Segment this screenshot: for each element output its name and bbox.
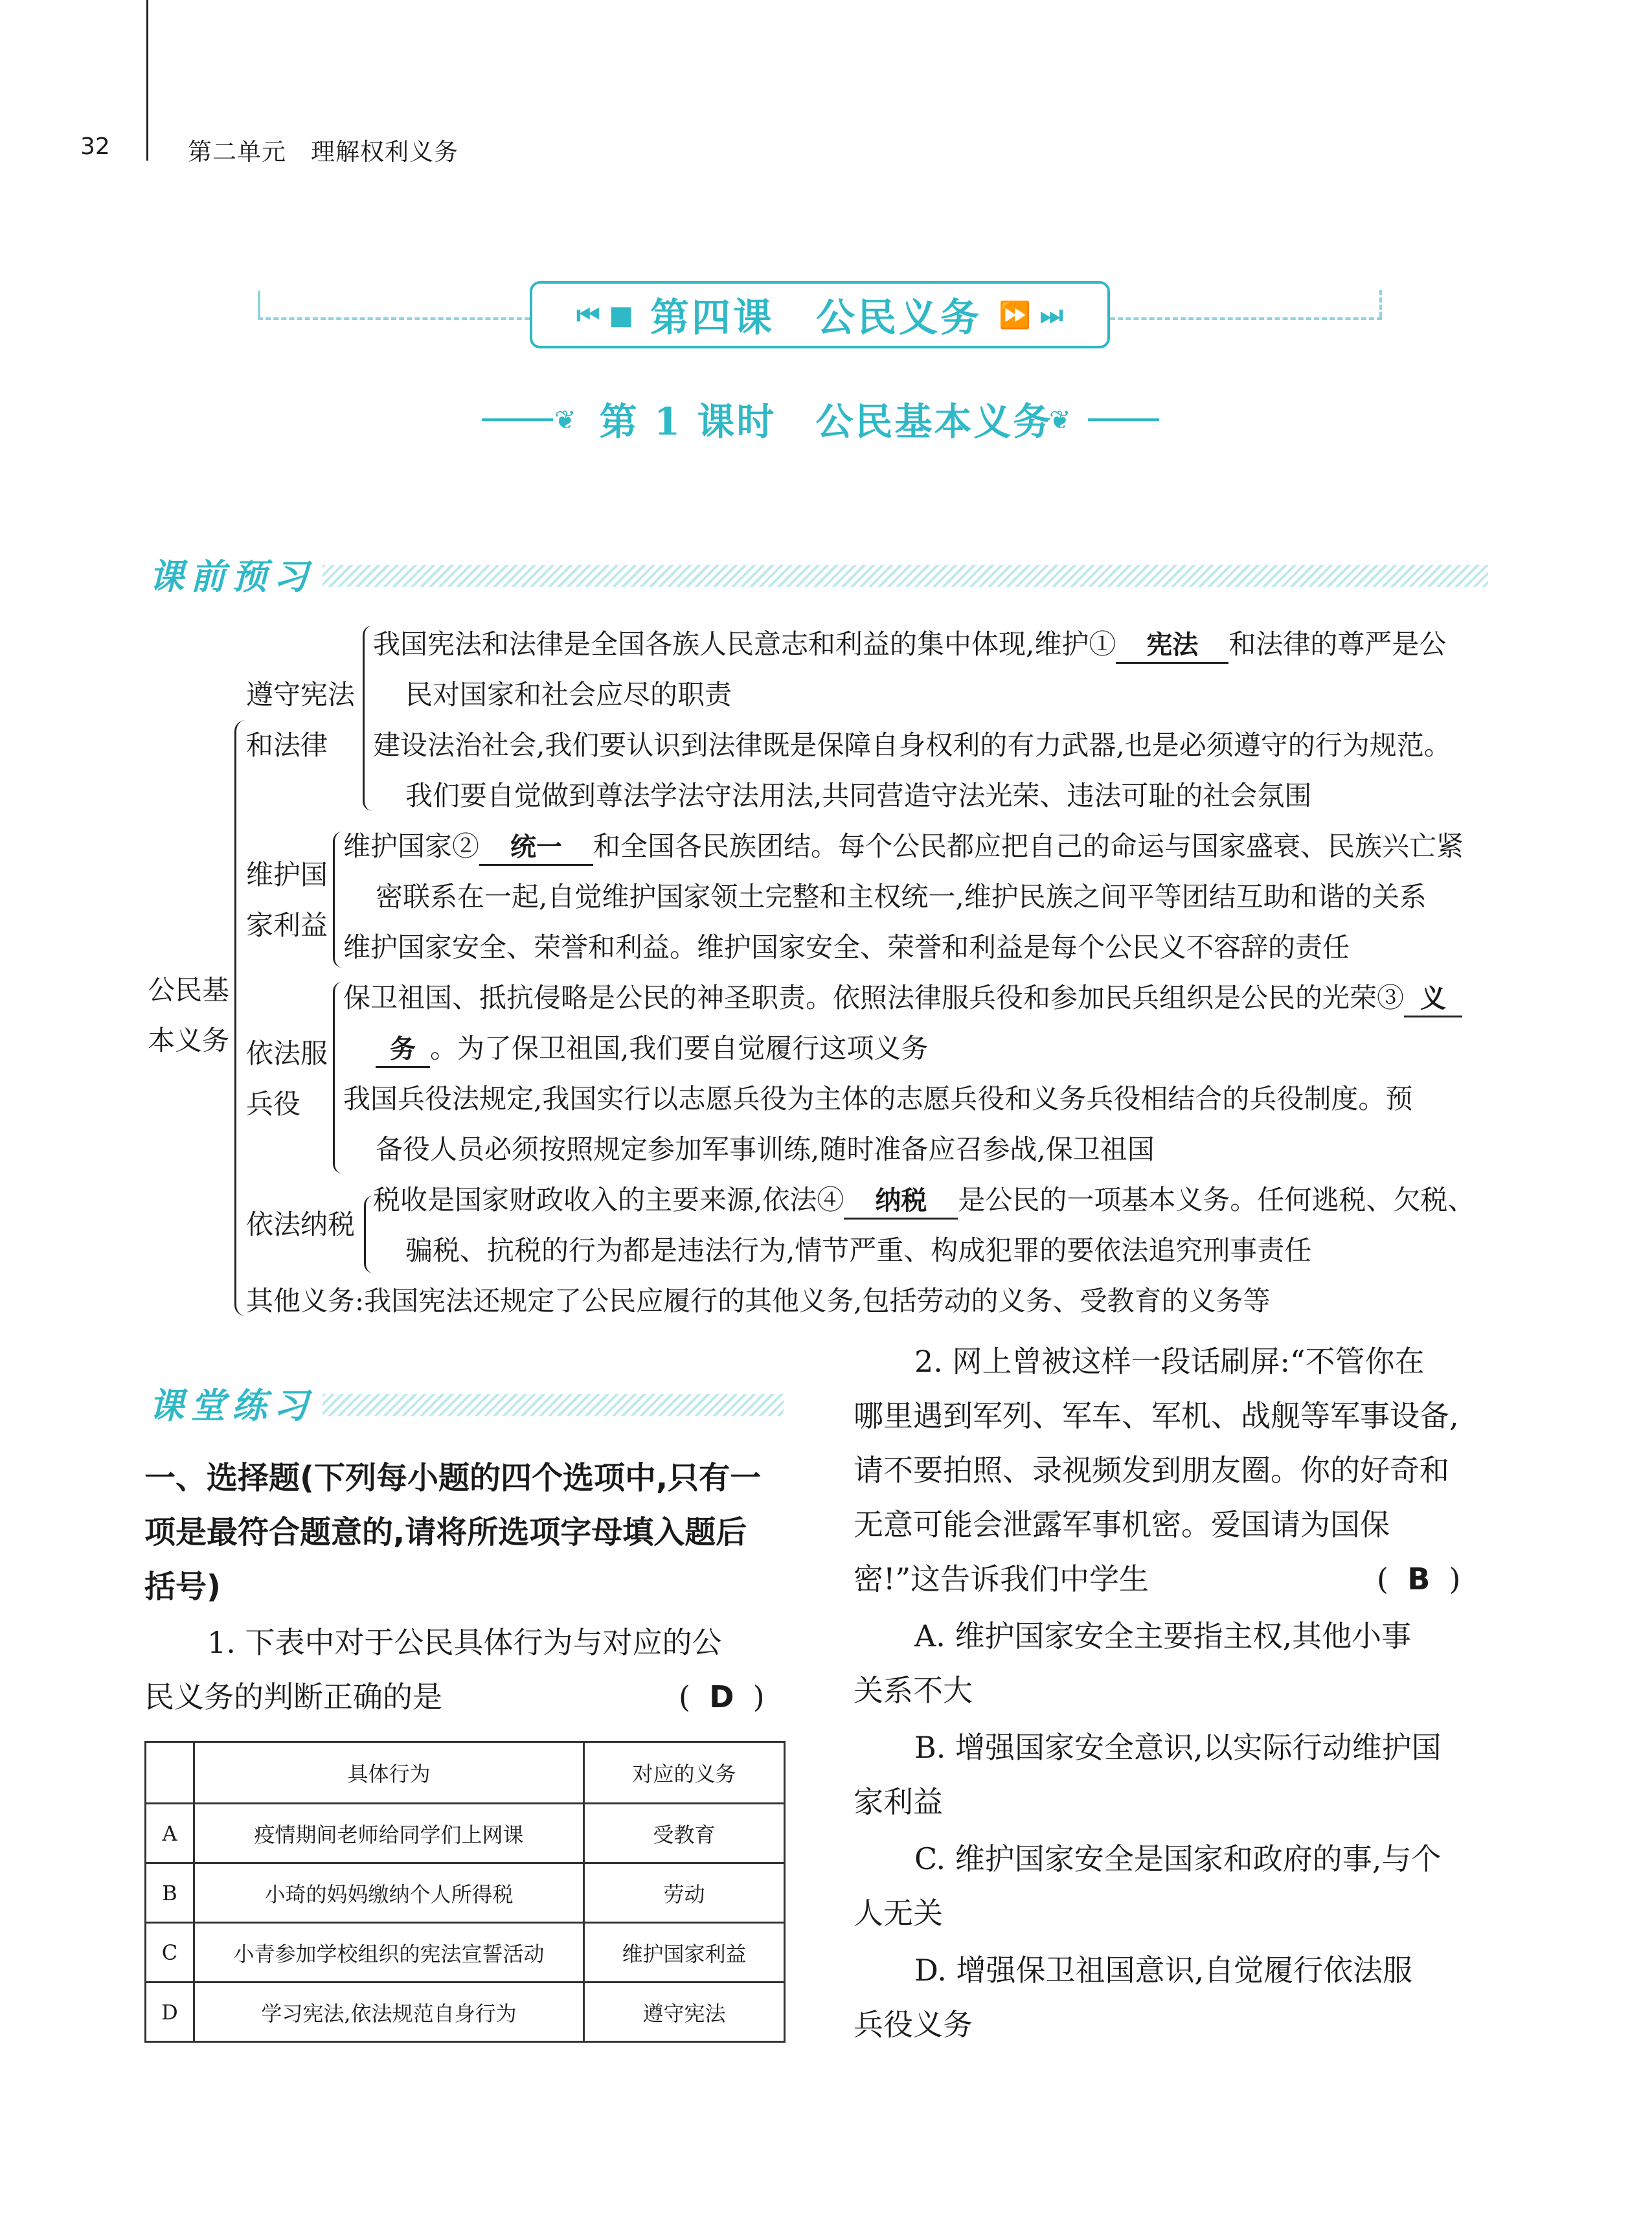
q2-stem-line2: 哪里遇到军列、军车、军机、战舰等军事设备, [854,1398,1459,1433]
q1-stem-line2: 民义务的判断正确的是 [144,1679,442,1714]
q2-option-b-line1: B. 增强国家安全意识,以实际行动维护国 [914,1730,1442,1765]
title-dash-right [1110,317,1382,320]
branch-other: 其他义务:我国宪法还规定了公民应履行的其他义务,包括劳动的义务、受教育的义务等 [246,1285,1271,1317]
branch-brace-interest [333,832,343,968]
table-row: D 学习宪法,依法规范自身行为 遵守宪法 [146,1982,785,2042]
title-dash-left-end [258,290,260,317]
branch-label-constitution-2: 和法律 [246,729,328,761]
q2-option-c-line1: C. 维护国家安全是国家和政府的事,与个 [914,1841,1442,1876]
branch-label-interest-2: 家利益 [246,909,328,941]
rewind-icon: ⏮ ■ [576,299,633,330]
instruction-line1: 一、选择题(下列每小题的四个选项中,只有一 [144,1460,762,1496]
subtitle-rule-right [1088,418,1159,421]
q1-answer-bracket: ( D ) [679,1679,765,1714]
branch-interest-line2: 密联系在一起,自觉维护国家领土完整和主权统一,维护民族之间平等团结互助和谐的关系 [376,881,1427,913]
ornament-right-icon: ❦ [1049,405,1071,435]
branch-label-interest-1: 维护国 [246,859,328,891]
branch-label-military-2: 兵役 [246,1088,301,1120]
instruction-line3: 括号) [144,1569,221,1605]
branch-tax-line2: 骗税、抗税的行为都是违法行为,情节严重、构成犯罪的要依法追究刑事责任 [405,1234,1312,1266]
branch-constitution-line1: 我国宪法和法律是全国各族人民意志和利益的集中体现,维护① 宪法 和法律的尊严是公 [373,619,1446,670]
tree-root-1: 公民基 [148,974,230,1006]
blank-2: 统一 [479,830,593,866]
instruction-line2: 项是最符合题意的,请将所选项字母填入题后 [144,1514,747,1550]
branch-label-tax: 依法纳税 [246,1209,356,1240]
lesson-title: 第四课 公民义务 [650,295,982,341]
table-row: A 疫情期间老师给同学们上网课 受教育 [146,1804,785,1863]
blank-1: 宪法 [1116,628,1228,664]
ornament-left-icon: ❦ [554,405,576,435]
branch-brace-military [333,982,343,1174]
branch-military-line2: 务 。为了保卫祖国,我们要自觉履行这项义务 [376,1023,928,1074]
forward-icon: ⏩ ⏭ [998,299,1063,330]
q1-answer: D [709,1679,734,1714]
preview-section-title: 课前预习 [149,556,315,597]
q2-option-b-line2: 家利益 [854,1784,943,1819]
branch-label-military-1: 依法服 [246,1038,328,1069]
q2-option-d-line2: 兵役义务 [854,2007,973,2042]
branch-interest-line3: 维护国家安全、荣誉和利益。维护国家安全、荣誉和利益是每个公民义不容辞的责任 [343,931,1350,963]
blank-3a: 义 [1404,982,1462,1017]
q2-answer-bracket: ( B ) [1377,1562,1461,1596]
branch-military-line3: 我国兵役法规定,我国实行以志愿兵役为主体的志愿兵役和义务兵役相结合的兵役制度。预 [343,1083,1413,1115]
branch-brace-constitution [363,626,372,811]
lesson-subtitle: 第 1 课时 公民基本义务 [599,400,1053,444]
lesson-title-box [530,281,1110,348]
table-row: B 小琦的妈妈缴纳个人所得税 劳动 [146,1863,785,1923]
q2-stem-line5: 密!”这告诉我们中学生 [854,1562,1149,1596]
q2-option-d-line1: D. 增强保卫祖国意识,自觉履行依法服 [914,1953,1413,1988]
practice-section-title: 课堂练习 [149,1385,315,1426]
q1-table-header: 具体行为 对应的义务 [146,1742,785,1804]
blank-3b: 务 [376,1032,430,1068]
preview-section-hatch [322,565,1488,587]
q2-option-a-line2: 关系不大 [854,1673,973,1708]
branch-military-line4: 备役人员必须按照规定参加军事训练,随时准备应召参战,保卫祖国 [376,1133,1155,1165]
branch-brace-tax [364,1196,374,1273]
branch-military-line1: 保卫祖国、抵抗侵略是公民的神圣职责。依照法律服兵役和参加民兵组织是公民的光荣③ 义 [343,973,1462,1023]
q1-table [144,1741,786,2043]
q2-stem-line1: 2. 网上曾被这样一段话刷屏:“不管你在 [914,1344,1425,1379]
branch-constitution-line2: 民对国家和社会应尽的职责 [405,679,732,710]
page-number: 32 [80,133,110,160]
title-dash-right-end [1379,290,1382,317]
blank-4: 纳税 [844,1184,958,1220]
tree-root-2: 本义务 [148,1025,230,1056]
branch-label-constitution-1: 遵守宪法 [246,679,356,710]
q1-stem-line1: 1. 下表中对于公民具体行为与对应的公 [207,1625,722,1660]
q2-option-c-line2: 人无关 [854,1896,943,1931]
tree-root-brace [234,720,245,1316]
q2-stem-line3: 请不要拍照、录视频发到朋友圈。你的好奇和 [854,1453,1449,1488]
branch-interest-line1: 维护国家② 统一 和全国各民族团结。每个公民都应把自己的命运与国家盛衰、民族兴亡紧 [343,821,1464,872]
header-divider [146,0,148,161]
q2-answer: B [1407,1562,1431,1596]
title-dash-left [258,317,530,320]
branch-tax-line1: 税收是国家财政收入的主要来源,依法④ 纳税 是公民的一项基本义务。任何逃税、欠税、 [373,1175,1475,1225]
branch-constitution-line3: 建设法治社会,我们要认识到法律既是保障自身权利的有力武器,也是必须遵守的行为规范。 [373,729,1451,761]
q2-option-a-line1: A. 维护国家安全主要指主权,其他小事 [914,1618,1412,1653]
unit-title: 第二单元 理解权利义务 [188,138,458,166]
practice-section-hatch [322,1394,784,1416]
q2-stem-line4: 无意可能会泄露军事机密。爱国请为国保 [854,1507,1390,1542]
branch-constitution-line4: 我们要自觉做到尊法学法守法用法,共同营造守法光荣、违法可耻的社会氛围 [405,780,1312,812]
table-row: C 小青参加学校组织的宪法宣誓活动 维护国家利益 [146,1923,785,1982]
